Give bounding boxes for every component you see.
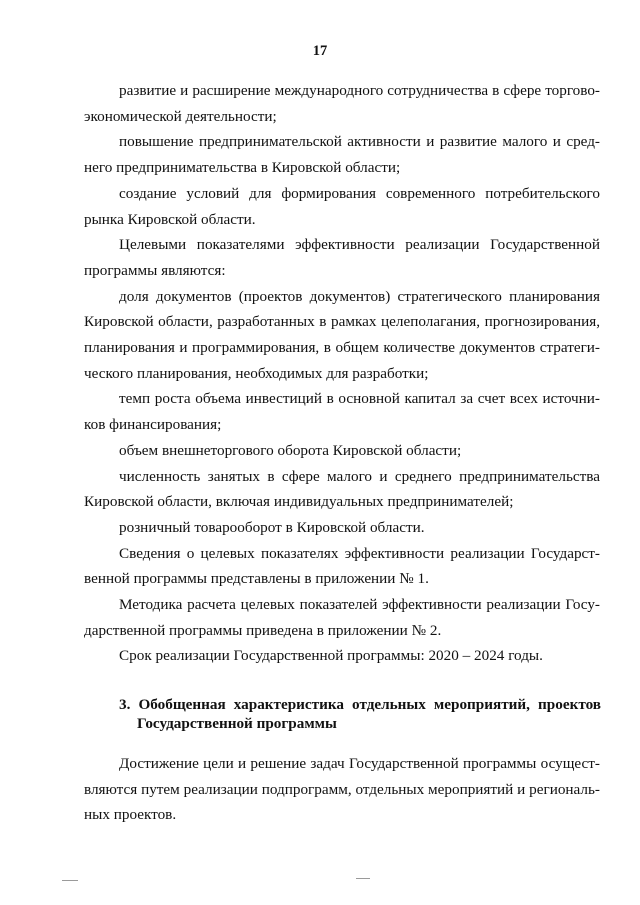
text-line: вляются путем реализации подпрограмм, отдельных мероприятий и региональ- [84,780,600,798]
text-line: рынка Кировской области. [84,210,256,228]
text-line: ческого планирования, необходимых для разработки; [84,364,429,382]
text-line: Кировской области, разработанных в рамках целеполагания, прогнозирования, [84,313,600,331]
text-line: доля документов (проектов документов) стратегического планирования [119,287,600,305]
text-line: создание условий для формирования современного потребительского [119,184,600,202]
text-line: ков финансирования; [84,416,222,434]
text-line: Сведения о целевых показателях эффективности реализации Государст- [119,544,600,562]
body-text [84,78,600,669]
text-line: темп роста объема инвестиций в основной капитал за счет всех источни- [119,390,600,408]
section-heading-line: Государственной программы [137,715,337,732]
text-line: экономической деятельности; [84,107,277,125]
text-line: венной программы представлены в приложении № 1. [84,570,429,588]
text-line: него предпринимательства в Кировской области; [84,159,401,177]
text-line: численность занятых в сфере малого и среднего предпринимательства [119,467,600,485]
section-text [84,751,600,828]
text-line: повышение предпринимательской активности и развитие малого и сред- [119,133,600,151]
text-line: объем внешнеторгового оборота Кировской области; [119,441,462,459]
page-number: 17 [312,43,328,59]
scan-speck [356,878,370,879]
section-heading [119,695,601,733]
text-line: ных проектов. [84,806,177,824]
text-line: Срок реализации Государственной программы: 2020 – 2024 годы. [119,647,543,665]
text-line: планирования и программирования, в общем количестве документов стратеги- [84,339,600,357]
scan-speck [62,880,78,881]
text-line: Кировской области, включая индивидуальных предпринимателей; [84,493,514,511]
section-heading-line: 3. Обобщенная характеристика отдельных мероприятий, проектов [119,696,601,713]
text-line: Целевыми показателями эффективности реализации Государственной [119,236,600,254]
text-line: дарственной программы приведена в приложении № 2. [84,621,442,639]
text-line: программы являются: [84,261,226,279]
text-line: развитие и расширение международного сотрудничества в сфере торгово- [119,82,600,99]
text-line: Достижение цели и решение задач Государственной программы осущест- [119,755,600,772]
text-line: Методика расчета целевых показателей эффективности реализации Госу- [119,596,600,614]
text-line: розничный товарооборот в Кировской области. [119,518,425,536]
